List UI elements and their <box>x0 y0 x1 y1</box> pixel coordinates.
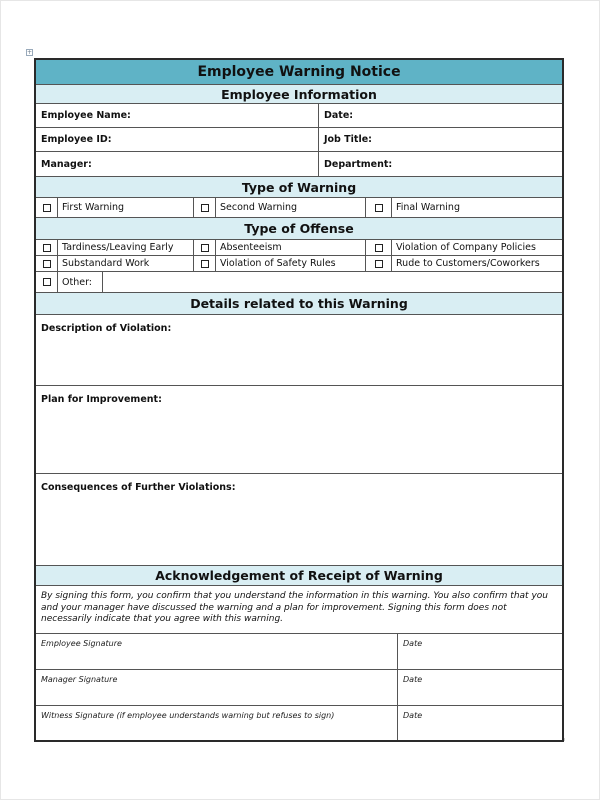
checkbox-tardiness[interactable] <box>36 240 58 255</box>
option-label: Rude to Customers/Coworkers <box>396 258 540 269</box>
acknowledgement-text: By signing this form, you confirm that you understand the information in this warning. You also confirm that you and your manager have discussed the warning and a plan for improvement. Signing this form does not necessarily indicate that you agree with this warning. <box>41 591 548 624</box>
employee-info-row <box>36 152 562 177</box>
witness-signature-label: Witness Signature (if employee understands warning but refuses to sign) <box>41 711 335 720</box>
signature-row <box>36 670 562 706</box>
date-field[interactable] <box>319 104 564 127</box>
plan-label: Plan for Improvement: <box>41 394 162 405</box>
checkbox-icon[interactable] <box>43 260 51 268</box>
option-company-policies <box>392 240 564 255</box>
option-label: Other: <box>62 276 93 288</box>
form-title-text: Employee Warning Notice <box>197 64 401 80</box>
checkbox-final-warning[interactable] <box>366 198 392 217</box>
employee-info-row <box>36 104 562 128</box>
checkbox-icon[interactable] <box>201 244 209 252</box>
checkbox-icon[interactable] <box>375 244 383 252</box>
manager-signature-field[interactable] <box>36 670 398 705</box>
option-tardiness <box>58 240 194 255</box>
option-label: Tardiness/Leaving Early <box>62 242 174 253</box>
date-label: Date <box>403 711 423 720</box>
signature-row <box>36 706 562 740</box>
checkbox-icon[interactable] <box>201 260 209 268</box>
checkbox-second-warning[interactable] <box>194 198 216 217</box>
option-label: Absenteeism <box>220 242 282 253</box>
section-title: Type of Warning <box>241 179 357 195</box>
witness-signature-date-field[interactable] <box>398 706 564 740</box>
section-title: Employee Information <box>221 86 377 102</box>
consequences-area[interactable] <box>36 474 562 566</box>
checkbox-substandard-work[interactable] <box>36 256 58 271</box>
department-label: Department: <box>324 158 393 170</box>
employee-info-row <box>36 128 562 152</box>
manager-label: Manager: <box>41 158 92 170</box>
warning-options-row <box>36 198 562 218</box>
date-label: Date <box>403 639 423 648</box>
section-header-details <box>36 293 562 315</box>
section-title: Type of Offense <box>244 221 354 236</box>
option-label: Final Warning <box>396 202 460 213</box>
checkbox-icon[interactable] <box>43 204 51 212</box>
checkbox-other[interactable] <box>36 272 58 292</box>
option-first-warning <box>58 198 194 217</box>
section-header-acknowledgement <box>36 566 562 586</box>
checkbox-icon[interactable] <box>375 260 383 268</box>
checkbox-rude-to-customers[interactable] <box>366 256 392 271</box>
employee-name-label: Employee Name: <box>41 110 131 121</box>
checkbox-icon[interactable] <box>43 244 51 252</box>
section-header-type-of-offense <box>36 218 562 240</box>
section-header-employee-info <box>36 85 562 104</box>
signature-row <box>36 634 562 670</box>
checkbox-first-warning[interactable] <box>36 198 58 217</box>
section-header-type-of-warning <box>36 177 562 198</box>
employee-signature-label: Employee Signature <box>41 639 122 648</box>
checkbox-icon[interactable] <box>201 204 209 212</box>
offense-options-row <box>36 240 562 256</box>
manager-signature-label: Manager Signature <box>41 675 118 684</box>
option-other <box>58 272 103 292</box>
acknowledgement-text-block <box>36 586 562 634</box>
offense-options-row <box>36 272 562 293</box>
consequences-label: Consequences of Further Violations: <box>41 482 236 493</box>
job-title-label: Job Title: <box>324 134 372 145</box>
description-of-violation-area[interactable] <box>36 315 562 386</box>
date-label: Date: <box>324 110 354 121</box>
plan-for-improvement-area[interactable] <box>36 386 562 474</box>
option-rude-to-customers <box>392 256 564 271</box>
option-safety-rules <box>216 256 366 271</box>
option-label: Second Warning <box>220 202 298 213</box>
employee-name-field[interactable] <box>36 104 319 127</box>
option-absenteeism <box>216 240 366 255</box>
other-offense-input[interactable] <box>103 272 564 292</box>
option-label: Violation of Company Policies <box>396 242 536 253</box>
employee-id-field[interactable] <box>36 128 319 151</box>
witness-signature-field[interactable] <box>36 706 398 740</box>
job-title-field[interactable] <box>319 128 564 151</box>
employee-signature-field[interactable] <box>36 634 398 669</box>
option-label: Substandard Work <box>62 258 150 269</box>
section-title: Acknowledgement of Receipt of Warning <box>155 568 443 583</box>
section-title: Details related to this Warning <box>190 296 408 311</box>
checkbox-company-policies[interactable] <box>366 240 392 255</box>
employee-id-label: Employee ID: <box>41 134 112 145</box>
warning-notice-form <box>34 58 564 742</box>
department-field[interactable] <box>319 152 564 176</box>
form-title <box>36 60 562 85</box>
option-label: Violation of Safety Rules <box>220 258 336 269</box>
checkbox-icon[interactable] <box>375 204 383 212</box>
date-label: Date <box>403 675 423 684</box>
checkbox-icon[interactable] <box>43 278 51 286</box>
option-second-warning <box>216 198 366 217</box>
option-final-warning <box>392 198 564 217</box>
checkbox-safety-rules[interactable] <box>194 256 216 271</box>
description-label: Description of Violation: <box>41 323 172 334</box>
manager-field[interactable] <box>36 152 319 176</box>
option-label: First Warning <box>62 202 125 213</box>
employee-signature-date-field[interactable] <box>398 634 564 669</box>
checkbox-absenteeism[interactable] <box>194 240 216 255</box>
manager-signature-date-field[interactable] <box>398 670 564 705</box>
offense-options-row <box>36 256 562 272</box>
move-handle-icon[interactable]: + <box>27 49 33 56</box>
option-substandard-work <box>58 256 194 271</box>
